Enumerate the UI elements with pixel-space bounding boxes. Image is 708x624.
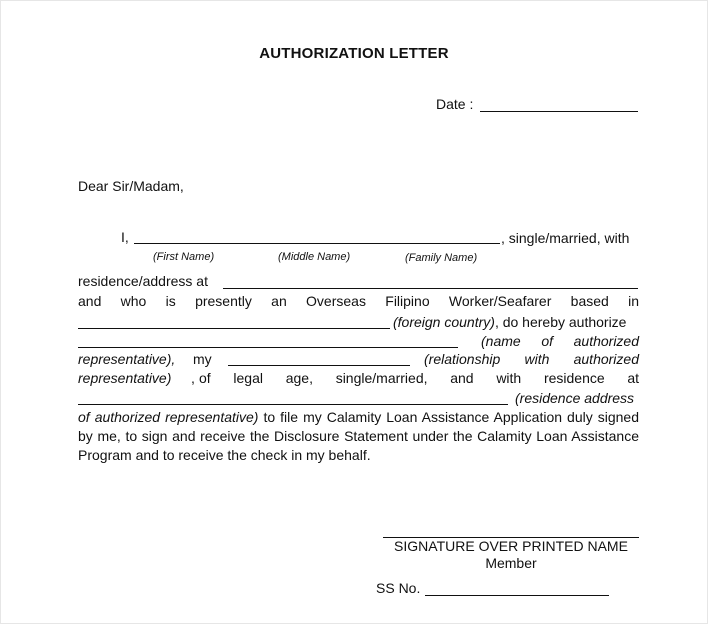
- date-field[interactable]: [480, 111, 638, 112]
- first-name-caption: (First Name): [153, 251, 215, 263]
- rep-residence-field[interactable]: [78, 404, 508, 405]
- family-name-caption: (Family Name): [405, 252, 478, 264]
- representative-name-field[interactable]: [78, 347, 458, 348]
- marital-status-text: , single/married, with: [501, 230, 630, 246]
- rep-caption-2: representative): [78, 370, 172, 386]
- page-title: AUTHORIZATION LETTER: [259, 45, 449, 62]
- my-text: my: [193, 351, 212, 367]
- ofw-line: and who is presently an Overseas Filipino Worker/Seafarer based in: [78, 293, 640, 309]
- comma: ,: [191, 370, 195, 386]
- ss-number-field[interactable]: [425, 595, 609, 596]
- legal-age-line: of legal age, single/married, and with residence at: [199, 370, 640, 386]
- residence-label: residence/address at: [78, 273, 208, 289]
- relationship-field[interactable]: [228, 365, 410, 366]
- signature-label: SIGNATURE OVER PRINTED NAME: [394, 538, 628, 554]
- closing-paragraph: of authorized representative) to file my Calamity Loan Assistance Application duly signed by me, to sign and receive the Disclosure Statement under the Calamity Loan Assistance Program and to receive the check in my behalf.: [78, 409, 639, 463]
- residence-address-field[interactable]: [223, 288, 638, 289]
- member-label: Member: [485, 555, 537, 571]
- relationship-caption: (relationship with authorized: [424, 351, 639, 367]
- date-label: Date :: [436, 96, 474, 112]
- foreign-country-field[interactable]: [78, 328, 390, 329]
- rep-name-caption: (name of authorized: [481, 333, 640, 349]
- i-prefix: I,: [121, 229, 129, 245]
- rep-caption-1: representative),: [78, 351, 176, 367]
- middle-name-caption: (Middle Name): [278, 251, 351, 263]
- residence-address-caption: (residence address: [515, 390, 635, 406]
- salutation: Dear Sir/Madam,: [78, 178, 184, 194]
- ss-number-label: SS No.: [376, 580, 421, 596]
- foreign-country-text: (foreign country), do hereby authorize: [393, 314, 627, 330]
- full-name-field[interactable]: [134, 243, 500, 244]
